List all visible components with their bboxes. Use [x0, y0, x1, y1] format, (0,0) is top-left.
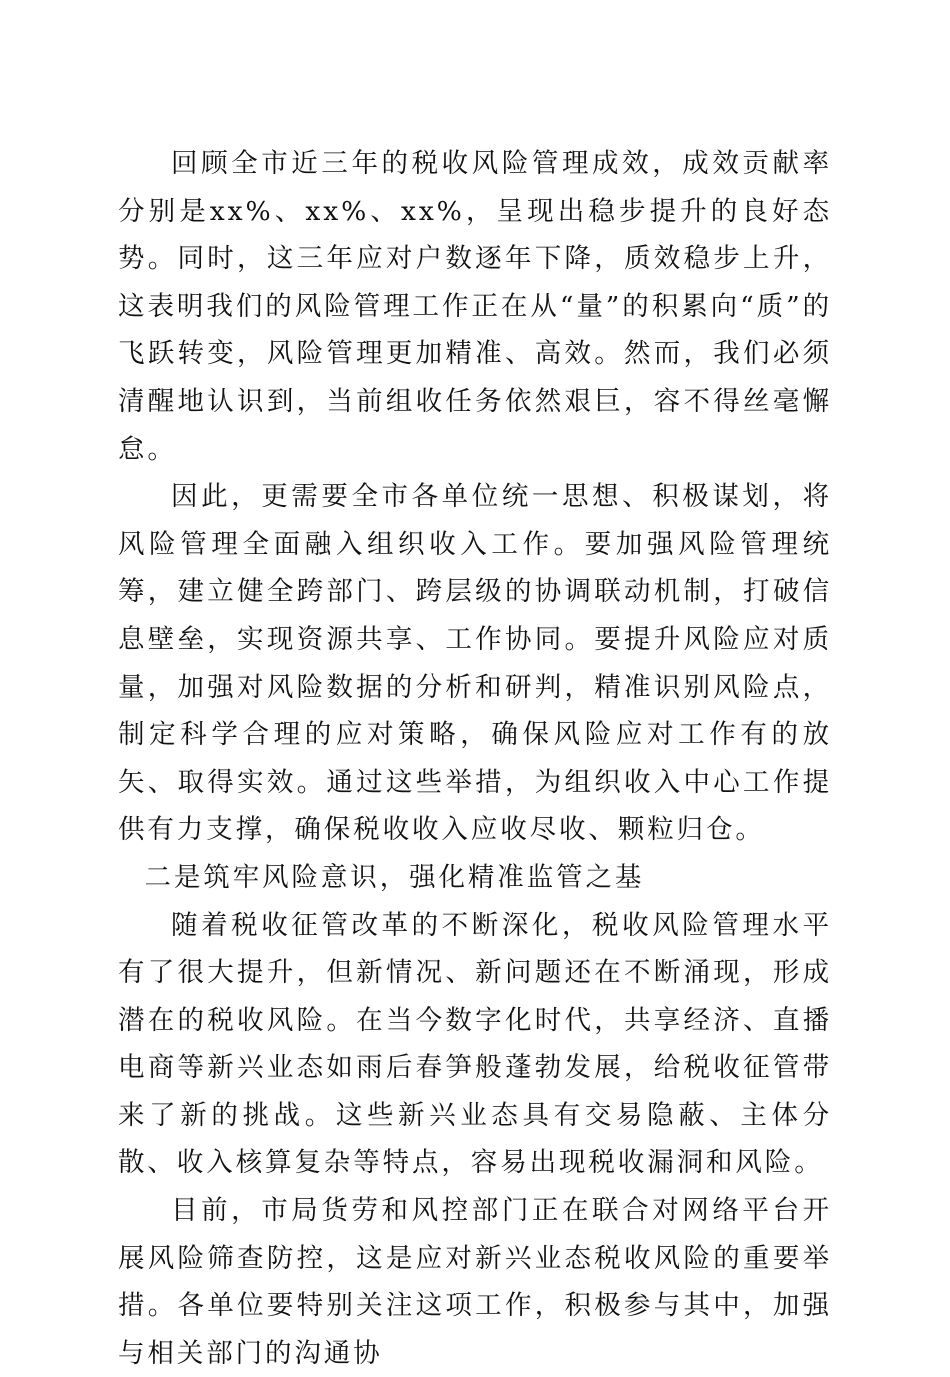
- section-heading: 二是筑牢风险意识，强化精准监管之基: [144, 861, 645, 893]
- paragraph-integration: 因此，更需要全市各单位统一思想、积极谋划，将风险管理全面融入组织收入工作。要加强风险管理统筹，建立健全跨部门、跨层级的协调联动机制，打破信息壁垒，实现资源共享、工作协同。要提升风险应对质量，加强对风险数据的分析和研判，精准识别风险点，制定科学合理的应对策略，确保风险应对工作有的放矢、取得实效。通过这些举措，为组织收入中心工作提供有力支撑，确保税收收入应收尽收、颗粒归仓。: [118, 481, 832, 846]
- paragraph-screening: 目前，市局货劳和风控部门正在联合对网络平台开展风险筛查防控，这是应对新兴业态税收风险的重要举措。各单位要特别关注这项工作，积极参与其中，加强与相关部门的沟通协: [118, 1195, 832, 1369]
- paragraph-new-business: 随着税收征管改革的不断深化，税收风险管理水平有了很大提升，但新情况、新问题还在不断涌现，形成潜在的税收风险。在当今数字化时代，共享经济、直播电商等新兴业态如雨后春笋般蓬勃发展，给税收征管带来了新的挑战。这些新兴业态具有交易隐蔽、主体分散、收入核算复杂等特点，容易出现税收漏洞和风险。: [118, 909, 832, 1179]
- paragraph-risk-review: 回顾全市近三年的税收风险管理成效，成效贡献率分别是xx%、xx%、xx%，呈现出稳步提升的良好态势。同时，这三年应对户数逐年下降，质效稳步上升，这表明我们的风险管理工作正在从“量”的积累向“质”的飞跃转变，风险管理更加精准、高效。然而，我们必须清醒地认识到，当前组收任务依然艰巨，容不得丝毫懈怠。: [118, 148, 832, 465]
- document-body: [118, 140, 832, 1377]
